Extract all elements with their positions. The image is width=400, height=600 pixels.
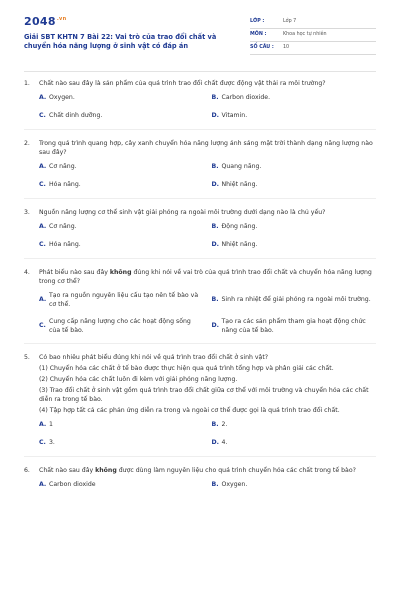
option-c[interactable]: C. Chất dinh dưỡng. (39, 111, 103, 119)
statement-item: (2) Chuyển hóa các chất luôn đi kèm với giải phóng năng lượng. (39, 375, 238, 383)
option-a[interactable]: A. Tạo ra nguồn nguyên liệu cấu tạo nên tế bào và cơ thể. (39, 291, 199, 308)
option-b[interactable]: B. Động năng. (211, 222, 258, 230)
question-item (24, 140, 376, 199)
meta-value: 10 (283, 44, 290, 50)
option-b[interactable]: B. 2. (211, 420, 228, 428)
question-list (24, 80, 376, 501)
question-item (24, 354, 376, 457)
question-text: Chất nào sau đây là sản phẩm của quá trình trao đổi chất được động vật thải ra môi trường? (39, 80, 326, 87)
meta-row-count (250, 42, 376, 55)
option-b[interactable]: B. Sinh ra nhiệt để giải phóng ra ngoài môi trường. (211, 296, 371, 304)
question-text: Phát biểu nào sau đây không đúng khi nói về vai trò của quá trình trao đổi chất và chuyển hóa năng lượng trong cơ thể? (39, 268, 372, 285)
divider (24, 258, 376, 259)
meta-value: Lớp 7 (283, 18, 297, 24)
header-divider (24, 71, 376, 72)
option-b[interactable]: B. Oxygen. (211, 480, 248, 488)
option-d[interactable]: D. Tạo ra các sản phẩm tham gia hoạt động chức năng của tế bào. (211, 317, 366, 334)
meta-key: MÔN : (250, 31, 267, 37)
site-logo[interactable]: $2048^{.vn}$ (24, 15, 67, 28)
option-d[interactable]: D. Vitamin. (211, 111, 248, 119)
statement-item: (4) Tập hợp tất cả các phản ứng diễn ra trong và ngoài cơ thể được gọi là quá trình trao đổi chất. (39, 406, 340, 414)
statement-item: (3) Trao đổi chất ở sinh vật gồm quá trình trao đổi chất giữa cơ thể với môi trường và chuyển hóa các chất diễn ra trong tế bào. (39, 386, 369, 403)
statement-item: (1) Chuyển hóa các chất ở tế bào được thực hiện qua quá trình tổng hợp và phân giải các chất. (39, 364, 334, 372)
question-number: 4. (24, 268, 30, 276)
divider (24, 456, 376, 457)
question-number: 3. (24, 208, 30, 216)
question-number: 1. (24, 80, 30, 87)
option-d[interactable]: D. Nhiệt năng. (211, 180, 258, 188)
option-d[interactable]: D. Nhiệt năng. (211, 240, 258, 248)
meta-table (250, 16, 376, 55)
question-text: Nguồn năng lượng cơ thể sinh vật giải phóng ra ngoài môi trường dưới dạng nào là chủ yếu? (39, 208, 326, 216)
divider (24, 198, 376, 199)
divider (24, 129, 376, 130)
option-a[interactable]: A. Oxygen. (39, 93, 75, 101)
option-a[interactable]: A. 1 (39, 420, 53, 428)
question-item (24, 269, 376, 344)
option-a[interactable]: A. Cơ năng. (39, 222, 77, 230)
meta-row-subject (250, 29, 376, 42)
meta-key: SỐ CÂU : (250, 44, 274, 50)
divider (24, 343, 376, 344)
meta-row-class (250, 16, 376, 29)
option-d[interactable]: D. 4. (211, 438, 228, 446)
question-number: 2. (24, 139, 30, 147)
option-c[interactable]: C. 3. (39, 438, 55, 446)
option-c[interactable]: C. Cung cấp năng lượng cho các hoạt động sống của tế bào. (39, 317, 191, 334)
question-text: Có bao nhiêu phát biểu đúng khi nói về quá trình trao đổi chất ở sinh vật? (39, 353, 269, 361)
question-text: Trong quá trình quang hợp, cây xanh chuyển hóa năng lượng ánh sáng mặt trời thành dạng năng lượng nào sau đây? (39, 139, 373, 156)
question-number: 6. (24, 466, 30, 474)
question-item (24, 467, 376, 491)
page-title: Giải SBT KHTN 7 Bài 22: Vai trò của trao đổi chất và chuyển hóa năng lượng ở sinh vật có đáp án (24, 33, 217, 50)
meta-key: LỚP : (250, 18, 265, 24)
meta-value: Khoa học tự nhiên (283, 31, 327, 37)
question-number: 5. (24, 353, 30, 361)
option-c[interactable]: C. Hóa năng. (39, 240, 81, 248)
question-text: Chất nào sau đây không được dùng làm nguyên liệu cho quá trình chuyển hóa các chất trong tế bào? (39, 466, 356, 474)
page-header (0, 0, 400, 68)
option-b[interactable]: B. Carbon dioxide. (211, 93, 271, 101)
question-item (24, 209, 376, 259)
option-b[interactable]: B. Quang năng. (211, 162, 262, 170)
option-a[interactable]: A. Cơ năng. (39, 162, 77, 170)
question-item (24, 80, 376, 130)
option-c[interactable]: C. Hóa năng. (39, 180, 81, 188)
option-a[interactable]: A. Carbon dioxide (39, 480, 96, 488)
